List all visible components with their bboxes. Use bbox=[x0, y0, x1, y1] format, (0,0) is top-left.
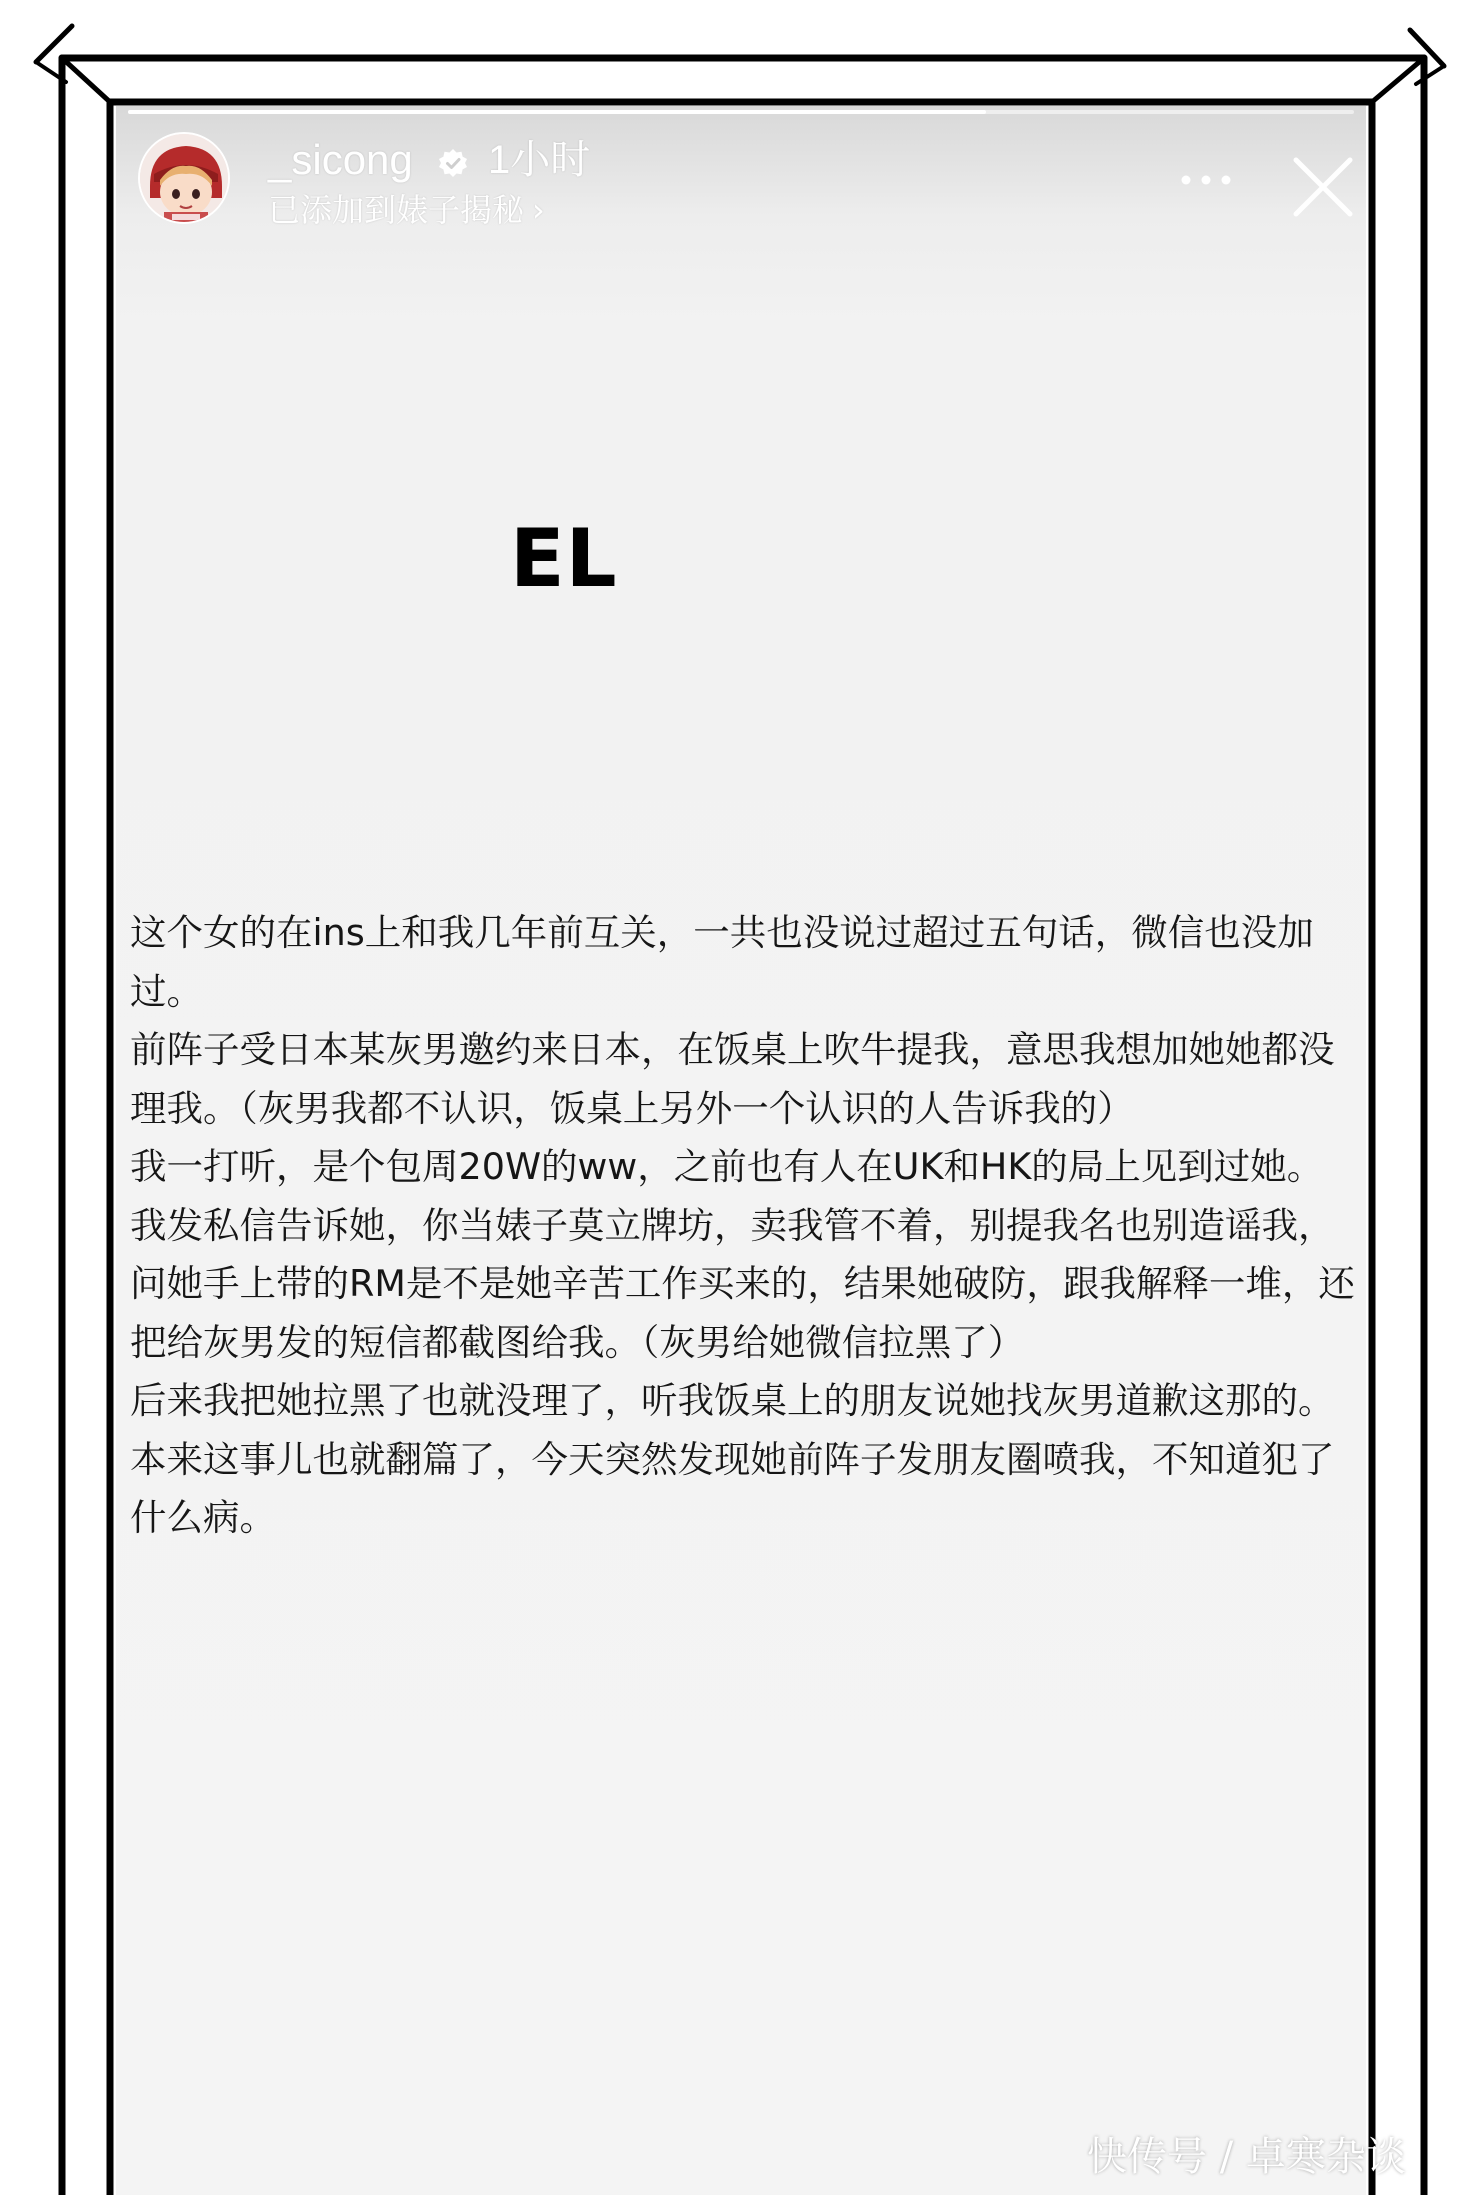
story-progress-bar bbox=[128, 110, 1354, 114]
highlight-link[interactable] bbox=[268, 190, 545, 230]
anime-girl-avatar[interactable] bbox=[138, 132, 230, 224]
username[interactable]: _sicong bbox=[268, 136, 413, 183]
verified-badge-icon bbox=[438, 148, 468, 178]
post-paragraph: 我一打听，是个包周20W的ww，之前也有人在UK和HK的局上见到过她。 bbox=[130, 1145, 1324, 1188]
post-paragraph: 后来我把她拉黑了也就没理了，听我饭桌上的朋友说她找灰男道歉这那的。本来这事儿也就翻篇了，今天突然发现她前阵子发朋友圈喷我，不知道犯了什么病。 bbox=[130, 1379, 1335, 1539]
chevron-right-icon: › bbox=[532, 191, 545, 229]
close-icon[interactable] bbox=[1292, 156, 1354, 218]
highlight-link-label: 已添加到婊子揭秘 bbox=[268, 191, 525, 229]
story-progress-fill bbox=[128, 110, 986, 114]
post-paragraph: 前阵子受日本某灰男邀约来日本，在饭桌上吹牛提我，意思我想加她她都没理我。（灰男我都不认识，饭桌上另外一个认识的人告诉我的） bbox=[130, 1028, 1335, 1130]
post-paragraph: 我发私信告诉她，你当婊子莫立牌坊，卖我管不着，别提我名也别造谣我，问她手上带的RM是不是她辛苦工作买来的，结果她破防，跟我解释一堆，还把给灰男发的短信都截图给我。（灰男给她微信拉黑了） bbox=[130, 1203, 1355, 1364]
post-title: EL bbox=[510, 512, 618, 605]
source-watermark: 快传号 / 卓寒杂谈 bbox=[1087, 2134, 1406, 2180]
post-paragraph: 这个女的在ins上和我几年前互关，一共也没说过超过五句话，微信也没加过。 bbox=[130, 911, 1314, 1013]
story-viewer[interactable] bbox=[116, 106, 1366, 2195]
post-body bbox=[130, 904, 1358, 1548]
post-time: 1小时 bbox=[488, 138, 591, 182]
more-dots-icon[interactable] bbox=[1180, 172, 1232, 188]
